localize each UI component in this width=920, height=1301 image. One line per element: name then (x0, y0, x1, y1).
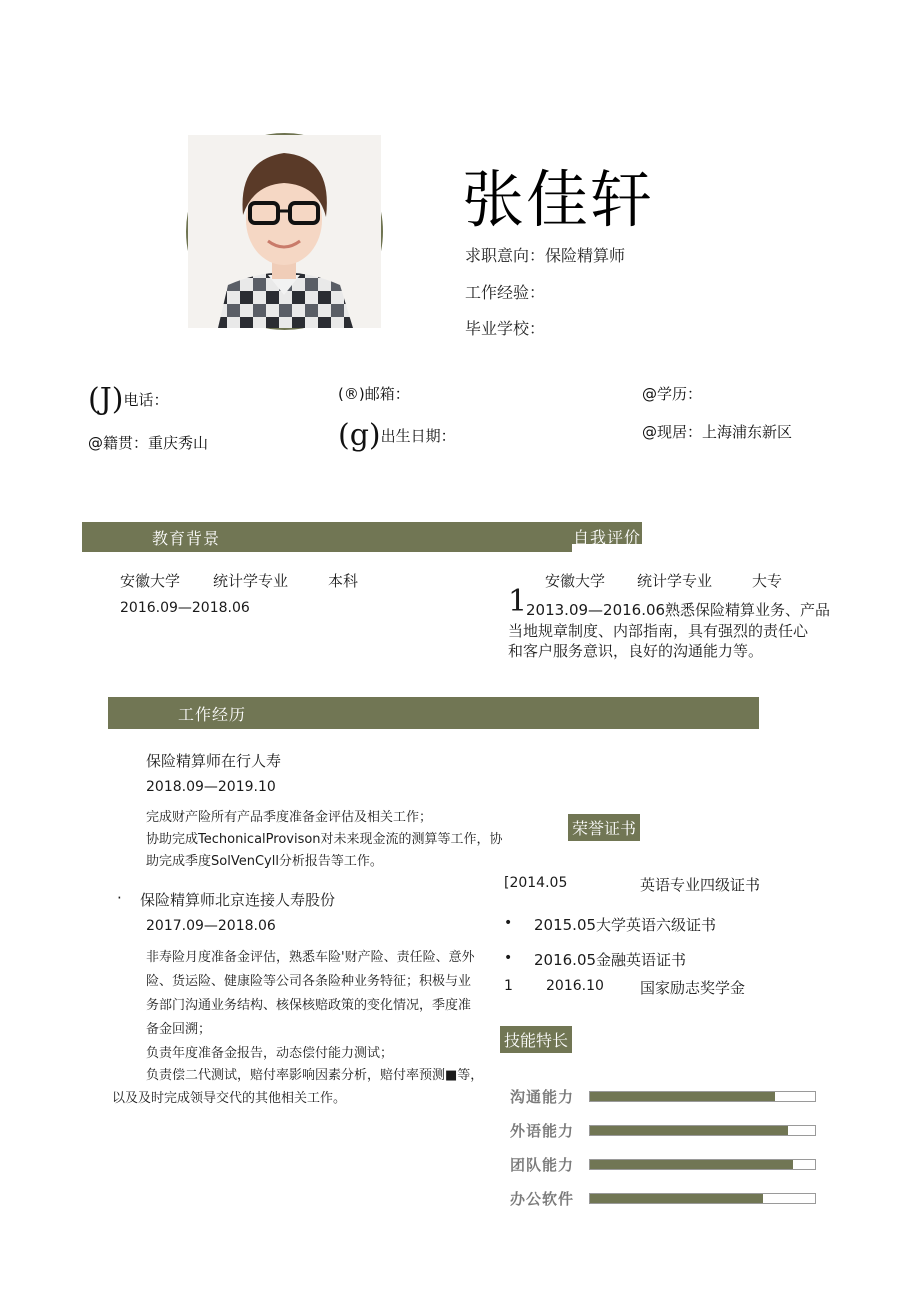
phone-icon: (J) (88, 382, 124, 417)
eval-line-2: 当地规章制度、内部指南，具有强烈的责任心 (508, 622, 809, 640)
skill-bar-communication (589, 1091, 816, 1102)
job1-title: 保险精算师在行人寿 (146, 752, 282, 770)
certs-title: 荣誉证书 (568, 814, 640, 841)
job1-period: 2018.09—2019.10 (146, 779, 276, 795)
birth-label: 出生日期： (380, 427, 456, 445)
email-icon: (®) (338, 385, 365, 403)
email-label: 邮箱： (364, 385, 410, 403)
cert4-name: 国家励志奖学金 (640, 979, 746, 997)
cert3-bullet: • (504, 950, 513, 966)
hometown-label: 籍贯： (103, 434, 149, 452)
skill-label-teamwork: 团队能力 (510, 1156, 575, 1174)
edu-major: 统计学专业 (213, 572, 289, 590)
cert1-date: [2014.05 (504, 875, 568, 891)
edu-school: 安徽大学 (120, 572, 181, 590)
job2-line-6: 负责偿二代测试，赔付率影响因素分析，赔付率预测■等， (146, 1068, 484, 1083)
hometown-value: 重庆秀山 (148, 434, 209, 452)
avatar (186, 133, 383, 330)
skills-title: 技能特长 (500, 1026, 572, 1053)
job1-line-1: 完成财产险所有产品季度准备金评估及相关工作； (146, 810, 433, 825)
cert2-bullet: • (504, 915, 513, 931)
hometown-icon: @ (88, 434, 103, 452)
job2-line-5: 负责年度准备金报告，动态偿付能力测试； (146, 1046, 394, 1061)
job2-line-1: 非寿险月度准备金评估，熟悉车险'财产险、责任险、意外 (146, 950, 475, 965)
hometown-info (88, 432, 208, 453)
eval-line-1: 2013.09—2016.06熟悉保险精算业务、产品 (526, 601, 831, 619)
job2-line-2: 险、货运险、健康险等公司各条险种业务特征；积极与业 (146, 974, 472, 989)
skill-fill-teamwork (590, 1160, 793, 1169)
job2-line-7: 以及及时完成领导交代的其他相关工作。 (112, 1091, 347, 1106)
cert1-name: 英语专业四级证书 (640, 876, 761, 894)
job-intention-value: 保险精算师 (545, 246, 626, 265)
candidate-name: 张佳轩 (462, 163, 655, 236)
eval-bullet: 1 (508, 584, 528, 619)
skill-fill-office (590, 1194, 763, 1203)
job1-line-3: 助完成季度SolVenCyll分析报告等工作。 (146, 854, 383, 869)
skill-bar-language (589, 1125, 816, 1136)
skill-label-language: 外语能力 (510, 1122, 575, 1140)
birth-icon: (g) (338, 418, 381, 453)
skill-fill-communication (590, 1092, 775, 1101)
job2-line-4: 备金回溯； (146, 1022, 212, 1037)
cert4-clipped-row (500, 978, 810, 997)
cert3: 2016.05金融英语证书 (534, 951, 687, 969)
email-info (338, 383, 410, 404)
birth-info (338, 418, 456, 453)
education-label: 学历： (657, 385, 703, 403)
phone-info (88, 382, 168, 417)
cert4-bullet: 1 (504, 978, 513, 994)
skill-label-office: 办公软件 (510, 1190, 575, 1208)
job1-line-2: 协助完成TechonicalProvison对未来现金流的测算等工作，协 (146, 832, 503, 847)
edu-degree: 本科 (328, 572, 359, 590)
education-icon: @ (642, 385, 657, 403)
self-eval-title: 自我评价 (573, 528, 642, 547)
graduate-school-label: 毕业学校： (465, 319, 546, 338)
cert4-date: 2016.10 (546, 978, 604, 994)
work-experience-label: 工作经验： (465, 283, 546, 302)
education-title: 教育背景 (152, 529, 221, 548)
job2-period: 2017.09—2018.06 (146, 918, 276, 934)
job2-bullet: · (117, 889, 122, 907)
residence-icon: @ (642, 423, 657, 441)
skill-bar-teamwork (589, 1159, 816, 1170)
eval-line-3: 和客户服务意识，良好的沟通能力等。 (508, 642, 764, 660)
edu-period: 2016.09—2018.06 (120, 600, 250, 616)
skill-label-communication: 沟通能力 (510, 1088, 575, 1106)
skill-bar-office (589, 1193, 816, 1204)
residence-value: 上海浦东新区 (702, 423, 793, 441)
residence-label: 现居： (657, 423, 703, 441)
skill-fill-language (590, 1126, 788, 1135)
job2-line-3: 务部门沟通业务结构、核保核赔政策的变化情况，季度准 (146, 998, 472, 1013)
cert2: 2015.05大学英语六级证书 (534, 916, 717, 934)
eval-degree: 大专 (752, 572, 783, 590)
eval-school: 安徽大学 (545, 572, 606, 590)
eval-major: 统计学专业 (637, 572, 713, 590)
work-title: 工作经历 (178, 705, 247, 724)
job-intention-label: 求职意向： (465, 246, 546, 265)
avatar-photo (188, 135, 381, 328)
job2-title: 保险精算师北京连接人寿股份 (140, 891, 336, 909)
job-intention (465, 243, 625, 266)
phone-label: 电话： (123, 391, 169, 409)
education-info (642, 383, 702, 404)
residence-info (642, 421, 792, 442)
